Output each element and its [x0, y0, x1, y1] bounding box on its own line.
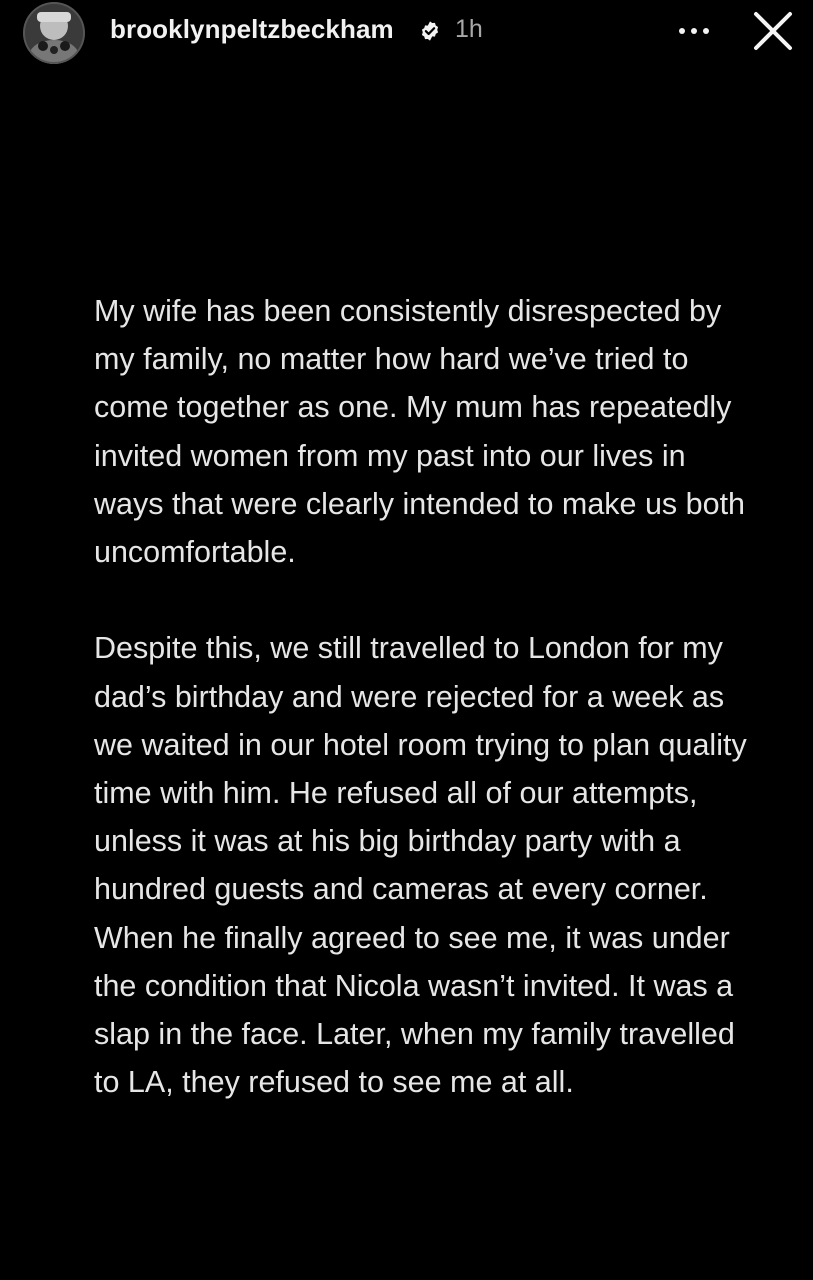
close-icon[interactable]: [750, 8, 796, 54]
story-text-block: [94, 287, 754, 1106]
verified-badge-icon: [419, 20, 441, 42]
avatar-image: [23, 2, 85, 64]
story-header: [0, 0, 813, 64]
profile-avatar[interactable]: [23, 2, 85, 64]
more-options-icon[interactable]: [674, 18, 714, 44]
post-time: 1h: [455, 15, 483, 43]
username[interactable]: brooklynpeltzbeckham: [110, 14, 394, 44]
story-paragraph-2: Despite this, we still travelled to London for my dad’s birthday and were rejected for a week as we waited in our hotel room trying to plan quality time with him. He refused all of our attempts, unless it was at his big birthday party with a hundred guests and cameras at every corner. When he finally agreed to see me, it was under the condition that Nicola wasn’t invited. It was a slap in the face. Later, when my family travelled to LA, they refused to see me at all.: [94, 631, 747, 1100]
story-paragraph-1: My wife has been consistently disrespected by my family, no matter how hard we’ve tried to come together as one. My mum has repeatedly invited women from my past into our lives in ways that were clearly intended to make us both uncomfortable.: [94, 294, 746, 570]
